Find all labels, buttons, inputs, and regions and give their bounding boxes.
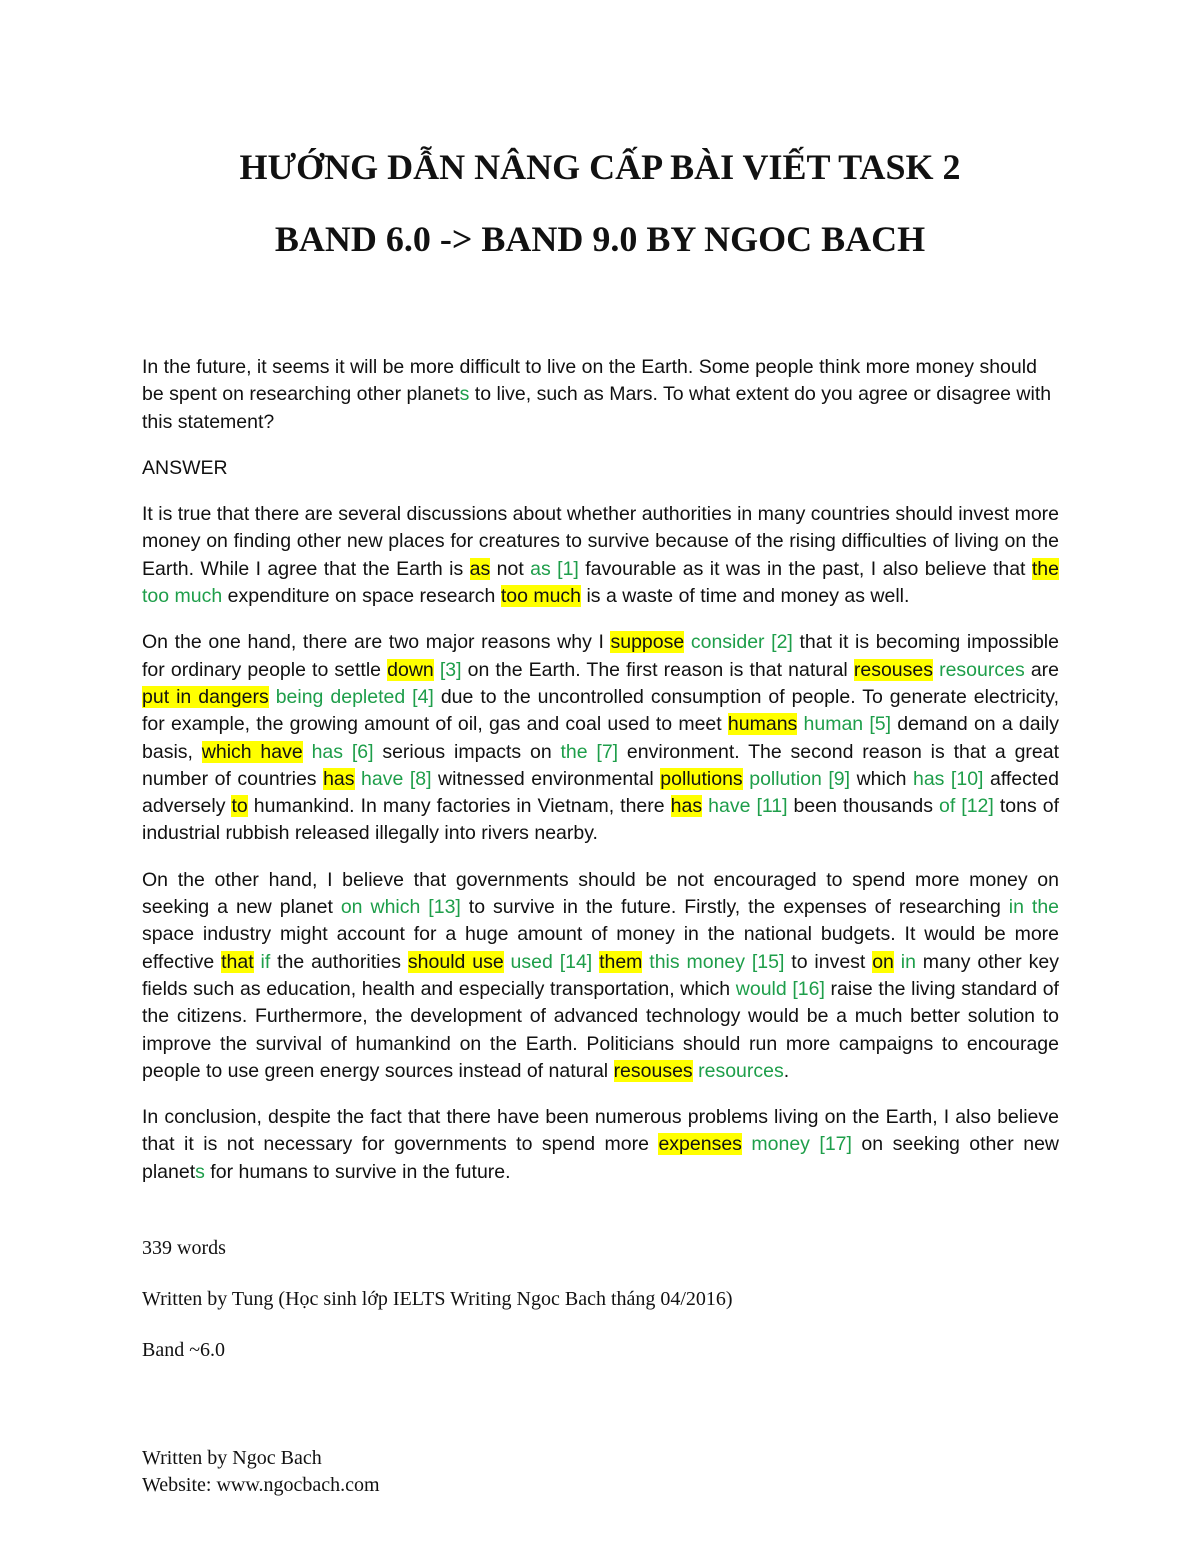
- footer-website: Website: www.ngocbach.com: [142, 1474, 380, 1496]
- essay-content: [142, 354, 1059, 1205]
- highlighted-error: the: [1031, 557, 1059, 580]
- correction-text: resources: [939, 658, 1025, 681]
- highlighted-error: pollutions: [660, 767, 743, 790]
- essay-prompt: In the future, it seems it will be more difficult to live on the Earth. Some people think more money should be spent on researching other planets to live, such as Mars. To what extent do you agree or disagree with this statement?: [142, 356, 1052, 433]
- highlighted-error: as: [469, 557, 491, 580]
- document-title-line-1: HƯỚNG DẪN NÂNG CẤP BÀI VIẾT TASK 2: [239, 147, 961, 187]
- highlighted-error: should use: [407, 950, 504, 973]
- correction-text: s: [195, 1160, 205, 1183]
- highlighted-error: put in dangers: [142, 685, 269, 708]
- correction-text: of [12]: [938, 795, 994, 818]
- correction-text: has [6]: [311, 740, 374, 763]
- correction-text: in: [900, 950, 916, 973]
- correction-text: human [5]: [803, 713, 892, 736]
- correction-text: too much: [142, 585, 223, 608]
- correction-text: in the: [1008, 896, 1060, 919]
- correction-text: on which [13]: [340, 896, 461, 919]
- correction-text: used [14]: [510, 950, 593, 973]
- correction-text: money [17]: [751, 1133, 852, 1156]
- correction-text: being depleted [4]: [275, 685, 434, 708]
- correction-text: has [10]: [912, 767, 984, 790]
- highlighted-error: to: [231, 795, 248, 818]
- correction-text: would [16]: [735, 977, 825, 1000]
- highlighted-error: on: [872, 950, 894, 973]
- highlighted-error: which have: [201, 740, 303, 763]
- highlighted-error: suppose: [610, 631, 685, 654]
- highlighted-error: resouses: [613, 1059, 693, 1082]
- essay-paragraph-body-2: On the other hand, I believe that governments should be not encouraged to spend more money on seeking a new planet on which [13] to survive in the future. Firstly, the expenses of researching in the space industry might account for a huge amount of money in the national budgets. It would be more effective that if the authorities should use used [14] them this money [15] to invest on in many other key fields such as education, health and especially transportation, which would [16] raise the living standard of the citizens. Furthermore, the development of advanced technology would be a much better solution to improve the survival of humankind on the Earth. Politicians should run more campaigns to encourage people to use green energy sources instead of natural resouses resources.: [142, 868, 1060, 1082]
- correction-text: resources: [698, 1059, 784, 1082]
- band-score: Band ~6.0: [142, 1339, 226, 1361]
- essay-paragraph-intro: It is true that there are several discussions about whether authorities in many countries should invest more money on finding other new places for creatures to survive because of the rising difficulties of living on the Earth. While I agree that the Earth is as not as [1] favourable as it was in the past, I also believe that the too much expenditure on space research too much is a waste of time and money as well.: [142, 503, 1059, 608]
- highlighted-error: them: [599, 950, 643, 973]
- document-title-line-2: BAND 6.0 -> BAND 9.0 BY NGOC BACH: [274, 219, 926, 259]
- highlighted-error: expenses: [658, 1133, 742, 1156]
- essay-paragraph-conclusion: In conclusion, despite the fact that there have been numerous problems living on the Earth, I also believe that it is not necessary for governments to spend more expenses money [17] on seeking other new planets for humans to survive in the future.: [142, 1106, 1059, 1183]
- footer-author: Written by Ngoc Bach: [142, 1447, 322, 1469]
- correction-text: have [11]: [708, 795, 788, 818]
- correction-text: pollution [9]: [749, 767, 851, 790]
- highlighted-error: that: [221, 950, 254, 973]
- written-by-student: Written by Tung (Học sinh lớp IELTS Writing Ngoc Bach tháng 04/2016): [142, 1288, 733, 1310]
- correction-text: as [1]: [530, 557, 579, 580]
- highlighted-error: has: [670, 795, 703, 818]
- answer-heading: ANSWER: [142, 456, 228, 479]
- highlighted-error: has: [323, 767, 355, 790]
- essay-paragraph-body-1: On the one hand, there are two major reasons why I suppose consider [2] that it is becoming impossible for ordinary people to settle down [3] on the Earth. The first reason is that natural resouses resources are put in dangers being depleted [4] due to the uncontrolled consumption of people. To generate electricity, for example, the growing amount of oil, gas and coal used to meet humans human [5] demand on a daily basis, which have has [6] serious impacts on the [7] environment. The second reason is that a great number of countries has have [8] witnessed environmental pollutions pollution [9] which has [10] affected adversely to humankind. In many factories in Vietnam, there has have [11] been thousands of [12] tons of industrial rubbish released illegally into rivers nearby.: [142, 631, 1060, 845]
- highlighted-error: humans: [727, 713, 798, 736]
- word-count: 339 words: [142, 1237, 226, 1259]
- correction-text: the [7]: [560, 740, 619, 763]
- highlighted-error: resouses: [853, 658, 933, 681]
- correction-text: s: [459, 383, 470, 406]
- correction-text: consider [2]: [690, 631, 793, 654]
- correction-text: this money [15]: [649, 950, 785, 973]
- highlighted-error: down: [387, 658, 434, 681]
- highlighted-error: too much: [500, 585, 582, 608]
- correction-text: [3]: [439, 658, 462, 681]
- correction-text: have [8]: [361, 767, 432, 790]
- correction-text: if: [260, 950, 271, 973]
